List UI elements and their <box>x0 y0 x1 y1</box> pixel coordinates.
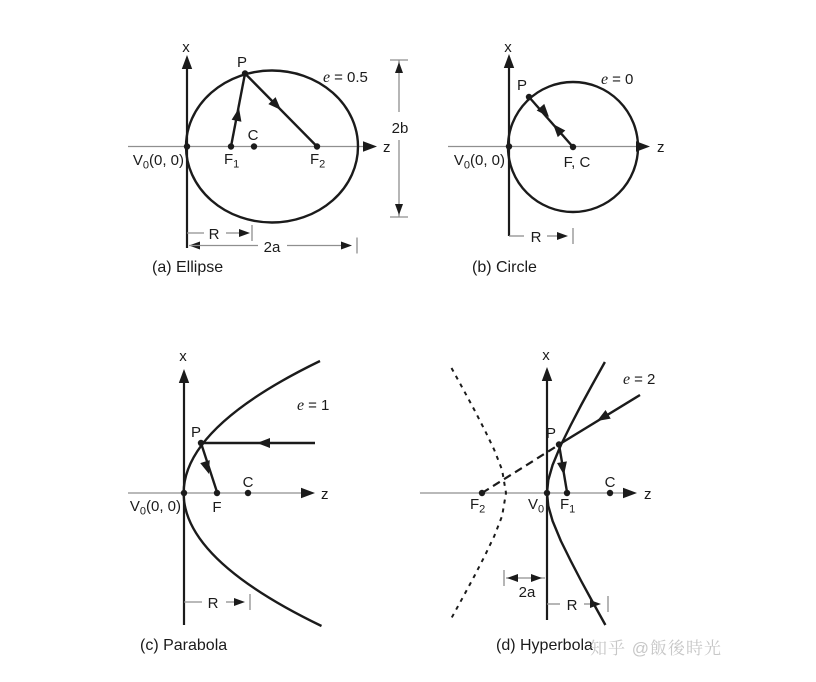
point-p-dot <box>526 94 532 100</box>
x-axis-arrowhead <box>182 55 192 69</box>
vertex-dot <box>544 490 550 496</box>
origin-base: V <box>129 498 140 515</box>
panel-hyperbola <box>420 347 655 654</box>
dim-r-label: R <box>207 595 219 612</box>
point-p-label: P <box>236 54 248 71</box>
vertex-label <box>528 496 544 516</box>
eccentricity-label <box>297 397 329 414</box>
dim-2a-label: 2a <box>518 584 536 601</box>
dim-r-arrowhead <box>557 232 568 240</box>
point-p-dot <box>242 70 248 76</box>
z-axis-label: z <box>657 139 665 156</box>
x-axis-arrowhead <box>542 367 552 381</box>
x-axis-label: x <box>182 39 190 56</box>
z-axis-label: z <box>321 486 329 503</box>
point-p-label: P <box>190 424 202 441</box>
eccentricity-symbol: e <box>323 69 331 86</box>
eccentricity-value: = 0.5 <box>334 69 368 86</box>
focus1-label <box>560 496 575 516</box>
vertex-dot <box>506 143 512 149</box>
dim-2a-right-arrowhead <box>531 574 542 582</box>
eccentricity-symbol: e <box>297 397 305 414</box>
origin-base: V <box>132 152 143 169</box>
focus-label: F <box>212 499 222 516</box>
dim-r-label: R <box>566 597 578 614</box>
ray-forward-arrowhead <box>537 104 553 120</box>
x-axis-label: x <box>542 347 550 364</box>
incoming-ray-arrowhead <box>257 438 270 448</box>
dim-2a-label: 2a <box>263 239 281 256</box>
focus2-subscript: 2 <box>479 503 486 516</box>
vertex-dot <box>184 143 190 149</box>
dim-r-arrowhead <box>234 598 245 606</box>
point-p-dot <box>556 441 562 447</box>
eccentricity-symbol: e <box>623 371 631 388</box>
eccentricity-symbol: e <box>601 71 609 88</box>
origin-coords: (0, 0) <box>145 498 181 515</box>
vertex-dot <box>181 490 187 496</box>
eccentricity-label <box>323 69 368 86</box>
caption-parabola: (c) Parabola <box>140 637 228 654</box>
x-axis-label: x <box>179 348 187 365</box>
center-dot <box>251 143 257 149</box>
ray-p-to-center <box>529 97 573 147</box>
x-axis-label: x <box>504 39 512 56</box>
panel-circle <box>448 39 665 276</box>
center-c-label: C <box>247 127 259 144</box>
z-axis-arrowhead <box>363 141 377 151</box>
focus1-subscript: 1 <box>569 503 576 516</box>
dim-2a-left-arrowhead <box>507 574 518 582</box>
x-axis-arrowhead <box>504 54 514 68</box>
origin-base: V <box>453 152 464 169</box>
dim-2b-label: 2b <box>391 120 409 137</box>
caption-ellipse: (a) Ellipse <box>152 259 224 276</box>
origin-coords: (0, 0) <box>469 152 505 169</box>
dim-r-label: R <box>208 226 220 243</box>
x-axis-arrowhead <box>179 369 189 383</box>
z-axis-arrowhead <box>623 488 637 498</box>
origin-subscript: 0 <box>463 159 470 172</box>
focus2-dot <box>479 490 485 496</box>
eccentricity-value: = 0 <box>612 71 634 88</box>
dim-2b-down-arrowhead <box>395 204 403 215</box>
focus1-label <box>224 151 239 171</box>
caption-hyperbola: (d) Hyperbola <box>496 637 593 654</box>
eccentricity-value: = 1 <box>308 397 330 414</box>
dashed-line-p-to-f2 <box>482 446 557 493</box>
focus1-base: F <box>560 496 570 513</box>
focus1-dot <box>228 143 234 149</box>
point-p-label: P <box>545 425 557 442</box>
origin-subscript: 0 <box>142 159 149 172</box>
focus2-label <box>310 151 325 171</box>
origin-label <box>133 152 184 172</box>
focus1-subscript: 1 <box>233 158 240 171</box>
panel-parabola <box>128 348 329 654</box>
dim-r-label: R <box>530 229 542 246</box>
focus2-base: F <box>310 151 320 168</box>
z-axis-label: z <box>383 139 391 156</box>
eccentricity-label <box>601 71 633 88</box>
focus-center-dot <box>570 144 576 150</box>
center-c-label: C <box>604 474 616 491</box>
eccentricity-label <box>623 371 655 388</box>
focus2-dot <box>314 143 320 149</box>
panel-ellipse <box>128 39 408 276</box>
focus-dot <box>214 490 220 496</box>
focus1-base: F <box>224 151 234 168</box>
vertex-base: V <box>528 496 539 513</box>
origin-label <box>130 498 181 518</box>
vertex-subscript: 0 <box>538 503 545 516</box>
focus2-base: F <box>470 496 480 513</box>
focus2-label <box>470 496 485 516</box>
origin-subscript: 0 <box>139 505 146 518</box>
caption-circle: (b) Circle <box>472 259 537 276</box>
incoming-ray-arrowhead <box>594 410 610 425</box>
focus-center-label: F, C <box>563 154 591 171</box>
eccentricity-value: = 2 <box>634 371 656 388</box>
z-axis-arrowhead <box>301 488 315 498</box>
origin-label <box>454 152 505 172</box>
dim-2a-right-arrowhead <box>341 242 352 250</box>
focus2-subscript: 2 <box>319 158 326 171</box>
z-axis-label: z <box>644 486 652 503</box>
origin-coords: (0, 0) <box>148 152 184 169</box>
center-c-label: C <box>242 474 254 491</box>
dim-r-arrowhead <box>239 229 250 237</box>
dim-2b-up-arrowhead <box>395 62 403 73</box>
watermark-text: 知乎 @飯後時光 <box>590 639 722 658</box>
point-p-label: P <box>516 77 528 94</box>
